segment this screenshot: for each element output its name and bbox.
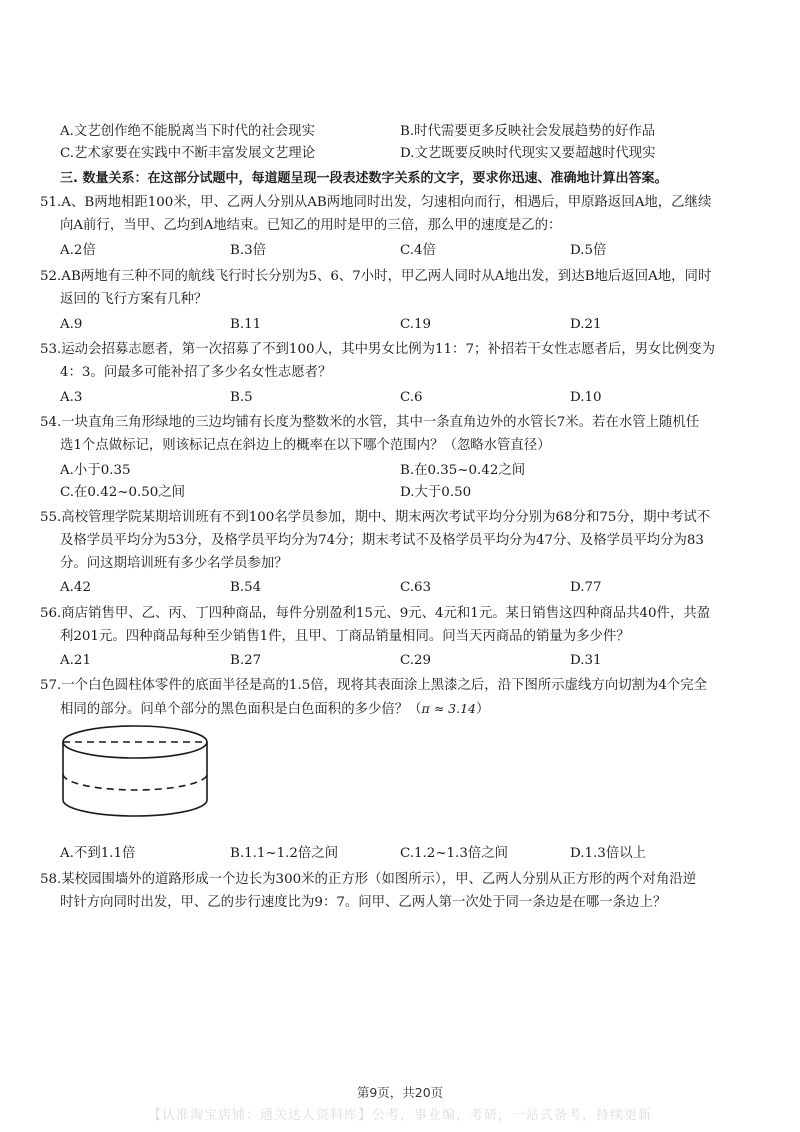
q57-line2 xyxy=(60,701,489,718)
q55-option-c[interactable]: C.63 xyxy=(400,580,432,595)
q53-line2: 4：3。问最多可能补招了多少名女性志愿者？ xyxy=(60,365,332,380)
q55-line2: 及格学员平均分为53分，及格学员平均分为74分；期末考试不及格学员平均分为47分、及格学员平均分为83 xyxy=(60,533,704,548)
q52-option-b[interactable]: B.11 xyxy=(230,317,262,332)
q54-line1: 54.一块直角三角形绿地的三边均铺有长度为整数米的水管，其中一条直角边外的水管长7米。若在水管上随机任 xyxy=(40,415,700,430)
q51-option-a[interactable]: A.2倍 xyxy=(60,243,96,258)
q57-option-c[interactable]: C.1.2~1.3倍之间 xyxy=(400,846,509,861)
q56-option-a[interactable]: A.21 xyxy=(60,653,91,668)
q58-line1: 58.某校园围墙外的道路形成一个边长为300米的正方形（如图所示），甲、乙两人分别从正方形的两个对角沿逆 xyxy=(40,872,697,887)
q51-option-b[interactable]: B.3倍 xyxy=(230,243,267,258)
cylinder-figure xyxy=(62,722,222,826)
q55-option-b[interactable]: B.54 xyxy=(230,580,262,595)
q55-option-d[interactable]: D.77 xyxy=(570,580,602,595)
q53-option-c[interactable]: C.6 xyxy=(400,390,423,405)
q57-line1: 57.一个白色圆柱体零件的底面半径是高的1.5倍，现将其表面涂上黑漆之后，沿下图所示虚线方向切割为4个完全 xyxy=(40,678,708,693)
q51-option-c[interactable]: C.4倍 xyxy=(400,243,436,258)
section-title: 三. 数量关系：在这部分试题中，每道题呈现一段表述数字关系的文字，要求你迅速、准确地计算出答案。 xyxy=(60,171,668,186)
q53-option-d[interactable]: D.10 xyxy=(570,390,602,405)
watermark-text: 【认准淘宝店铺：通关达人资料库】公考，事业编，考研，一站式备考，持续更新 xyxy=(147,1108,652,1123)
page-number: 第9页，共20页 xyxy=(356,1085,444,1100)
cylinder-dashed-side-cut xyxy=(63,774,207,790)
q51-line2: 向A前行，当甲、乙均到A地结束。已知乙的用时是甲的三倍，那么甲的速度是乙的： xyxy=(60,218,562,233)
q56-option-b[interactable]: B.27 xyxy=(230,653,262,668)
q54-option-d[interactable]: D.大于0.50 xyxy=(400,485,472,500)
q52-line1: 52.AB两地有三种不同的航线飞行时长分别为5、6、7小时，甲乙两人同时从A地出发，到达B地后返回A地，同时 xyxy=(40,269,712,284)
q56-line1: 56.商店销售甲、乙、丙、丁四种商品，每件分别盈利15元、9元、4元和1元。某日销售这四种商品共40件，共盈 xyxy=(40,606,711,621)
q56-option-d[interactable]: D.31 xyxy=(570,653,602,668)
q57-line2-text: 相同的部分。问单个部分的黑色面积是白色面积的多少倍？（ xyxy=(60,702,422,717)
q55-option-a[interactable]: A.42 xyxy=(60,580,91,595)
q52-option-d[interactable]: D.21 xyxy=(570,317,602,332)
q52-option-a[interactable]: A.9 xyxy=(60,317,83,332)
q57-option-a[interactable]: A.不到1.1倍 xyxy=(60,846,136,861)
q53-option-a[interactable]: A.3 xyxy=(60,390,83,405)
q52-line2: 返回的飞行方案有几种？ xyxy=(60,292,208,307)
q51-option-d[interactable]: D.5倍 xyxy=(570,243,607,258)
q58-line2: 时针方向同时出发，甲、乙的步行速度比为9：7。问甲、乙两人第一次处于同一条边是在哪一条边上？ xyxy=(60,895,667,910)
q54-option-a[interactable]: A.小于0.35 xyxy=(60,463,131,478)
q57-option-b[interactable]: B.1.1~1.2倍之间 xyxy=(230,846,339,861)
q57-option-d[interactable]: D.1.3倍以上 xyxy=(570,846,646,861)
q54-option-c[interactable]: C.在0.42~0.50之间 xyxy=(60,485,186,500)
prev-option-c: C.艺术家要在实践中不断丰富发展文艺理论 xyxy=(60,146,316,161)
q56-option-c[interactable]: C.29 xyxy=(400,653,432,668)
q52-option-c[interactable]: C.19 xyxy=(400,317,432,332)
q55-line1: 55.高校管理学院某期培训班有不到100名学员参加，期中、期末两次考试平均分分别为68分和75分，期中考试不 xyxy=(40,510,711,525)
q53-option-b[interactable]: B.5 xyxy=(230,390,253,405)
prev-option-d: D.文艺既要反映时代现实又要超越时代现实 xyxy=(400,146,656,161)
q55-line3: 分。问这期培训班有多少名学员参加？ xyxy=(60,556,288,571)
q57-close-paren: ） xyxy=(476,702,490,717)
q57-pi: π ≈ 3.14 xyxy=(421,701,477,716)
q54-option-b[interactable]: B.在0.35~0.42之间 xyxy=(400,463,526,478)
q56-line2: 利201元。四种商品每种至少销售1件，且甲、丁商品销量相同。问当天丙商品的销量为多少件？ xyxy=(60,629,630,644)
prev-option-a: A.文艺创作绝不能脱离当下时代的社会现实 xyxy=(60,124,315,139)
q54-line2: 选1个点做标记，则该标记点在斜边上的概率在以下哪个范围内？（忽略水管直径） xyxy=(60,438,551,453)
q51-line1: 51.A、B两地相距100米，甲、乙两人分别从AB两地同时出发，匀速相向而行，相遇后，甲原路返回A地，乙继续 xyxy=(40,195,712,210)
prev-option-b: B.时代需要更多反映社会发展趋势的好作品 xyxy=(400,124,656,139)
q53-line1: 53.运动会招募志愿者，第一次招募了不到100人，其中男女比例为11：7；补招若干女性志愿者后，男女比例变为 xyxy=(40,342,715,357)
